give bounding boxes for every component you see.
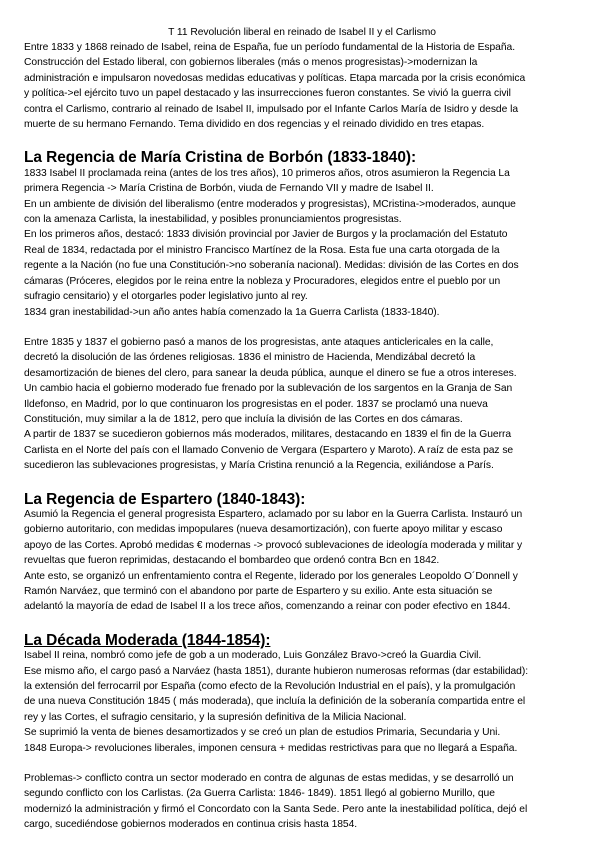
text-line: desamortización de bienes del clero, para sanear la deuda pública, aunque el dinero se fue a otros intereses. <box>24 367 517 379</box>
text-line: Problemas-> conflicto contra un sector moderado en contra de algunas de estas medidas, y se desarrolló un <box>24 773 514 785</box>
text-line: Isabel II reina, nombró como jefe de gob a un moderado, Luis González Bravo->creó la Guardia Civil. <box>24 650 482 662</box>
section-paragraph <box>24 335 580 474</box>
text-line: contra el Carlismo, contrario al reinado de Isabel II, impulsado por el Infante Carlos María de Isidro y desde la <box>24 103 519 115</box>
text-line: con la amenaza Carlista, la inestabilidad, y posibles pronunciamientos progresistas. <box>24 214 402 226</box>
text-line: Construcción del Estado liberal, con gobiernos liberales (más o menos progresistas)->modernizan la <box>24 57 478 69</box>
intro-paragraph <box>24 40 580 132</box>
text-line: de una nueva Constitución 1845 ( más moderada), que incluía la definición de la soberanía compartida entre el <box>24 696 526 708</box>
section-paragraph <box>24 648 580 756</box>
text-line: Entre 1835 y 1837 el gobierno pasó a manos de los progresistas, ante ataques anticlericales en la calle, <box>24 336 494 348</box>
text-line: Ese mismo año, el cargo pasó a Narváez (hasta 1851), durante hubieron numerosas reformas (dar estabilidad): <box>24 665 529 677</box>
text-line: adelantó la mayoría de edad de Isabel II a los trece años, comenzando a reinar con poder efectivo en 1844. <box>24 601 511 613</box>
section-paragraph <box>24 771 580 833</box>
text-line: A partir de 1837 se sucedieron gobiernos más moderados, militares, destacando en 1839 el fin de la Guerra <box>24 429 512 441</box>
text-line: administración e impulsaron novedosas medidas educativas y políticas. Etapa marcada por la crisis económica <box>24 72 526 84</box>
section-heading-espartero: La Regencia de Espartero (1840-1843): <box>24 490 306 508</box>
text-line: Carlista en el Norte del país con el llamado Convenio de Vergara (Espartero y Maroto). A raíz de esta paz se <box>24 444 514 456</box>
text-line: En un ambiente de división del liberalismo (entre moderados y progresistas), MCristina->moderados, aunque <box>24 198 516 210</box>
text-line: segundo conflicto con los Carlistas. (2a Guerra Carlista: 1846- 1849). 1851 llegó al gobierno Murillo, que <box>24 788 495 800</box>
section-heading-maria-cristina: La Regencia de María Cristina de Borbón (1833-1840): <box>24 149 417 167</box>
text-line: 1834 gran inestabilidad->un año antes había comenzado la 1a Guerra Carlista (1833-1840). <box>24 306 440 318</box>
spacer <box>24 132 580 150</box>
spacer <box>24 474 580 492</box>
text-line: regente a la Nación (no fue una Constitución->no soberanía nacional). Medidas: división de las Cortes en dos <box>24 260 519 272</box>
text-line: sucedieron las sublevaciones progresistas, y María Cristina renunció a la Regencia, exiliándose a París. <box>24 460 494 472</box>
text-line: Real de 1834, redactada por el ministro Francisco Martínez de la Rosa. Esta fue una carta otorgada de la <box>24 244 500 256</box>
text-line: Ildefonso, en Madrid, por lo que continuaron los progresistas en el poder. 1837 se proclamó una nueva <box>24 398 488 410</box>
text-line: modernizó la administración y firmó el Concordato con la Santa Sede. Pero ante la inestabilidad política, dejó el <box>24 803 528 815</box>
text-line: rey y las Cortes, el sufragio censitario, y la supresión definitiva de la Milicia Nacional. <box>24 711 407 723</box>
section-paragraph <box>24 166 580 320</box>
text-line: Entre 1833 y 1868 reinado de Isabel, reina de España, fue un período fundamental de la Historia de España. <box>24 42 516 53</box>
text-line: sufragio censitario) y el otorgarles poder legislativo junto al rey. <box>24 291 308 303</box>
text-line: muerte de su hermano Fernando. Tema dividido en dos regencias y el reinado dividido en tres etapas. <box>24 119 485 131</box>
text-line: cargo, sucediéndose gobiernos moderados en continua crisis hasta 1854. <box>24 819 358 831</box>
text-line: Un cambio hacia el gobierno moderado fue frenado por la sublevación de los sargentos en la Granja de San <box>24 383 513 395</box>
text-line: Se suprimió la venta de bienes desamortizados y se creó un plan de estudios Primaria, Secundaria y Uni. <box>24 727 501 739</box>
text-line: Asumió la Regencia el general progresista Espartero, aclamado por su labor en la Guerra Carlista. Instauró un <box>24 508 523 520</box>
text-line: 1848 Europa-> revoluciones liberales, imponen censura + medidas restrictivas para que no llegará a España. <box>24 742 518 754</box>
text-line: Ante esto, se organizó un enfrentamiento contra el Regente, liderado por los generales Leopoldo O´Donnell y <box>24 570 518 582</box>
text-line: En los primeros años, destacó: 1833 división provincial por Javier de Burgos y la proclamación del Estatuto <box>24 229 508 241</box>
spacer <box>24 756 580 771</box>
text-line: gobierno autoritario, con medidas impopulares (nueva desamortización), con fuerte apoyo militar y escaso <box>24 524 503 536</box>
text-line: Constitución, muy similar a la de 1812, pero que incluía la división de las Cortes en dos cámaras. <box>24 413 463 425</box>
section-paragraph <box>24 507 580 615</box>
spacer <box>24 615 580 633</box>
text-line: y política->el ejército tuvo un papel destacado y las insurrecciones fueron constantes. Se vivió la guerra civil <box>24 88 511 100</box>
section-heading-decada-moderada: La Década Moderada (1844-1854): <box>24 631 271 649</box>
text-line: Ramón Narváez, que terminó con el abandono por parte de Espartero y su exilio. Ante esta situación se <box>24 586 493 597</box>
text-line: apoyo de las Cortes. Aprobó medidas € modernas -> provocó sublevaciones de ideología moderada y militar y <box>24 539 523 551</box>
spacer <box>24 320 580 335</box>
text-line: revueltas que fueron reprimidas, destacando el bombardeo que ordenó contra Bcn en 1842. <box>24 555 440 567</box>
text-line: la extensión del ferrocarril por España (como efecto de la Revolución Industrial en el país), y la promulgación <box>24 681 516 693</box>
text-line: cámaras (Próceres, elegidos por le reina entre la nobleza y Procuradores, elegidos entre el pueblo por un <box>24 275 501 287</box>
text-line: primera Regencia -> María Cristina de Borbón, viuda de Fernando VII y madre de Isabel II. <box>24 183 434 195</box>
text-line: decretó la disolución de las órdenes religiosas. 1836 el ministro de Hacienda, Mendizábal decretó la <box>24 352 476 364</box>
text-line: 1833 Isabel II proclamada reina (antes de los tres años), 10 primeros años, otros asumieron la Regencia La <box>24 167 510 179</box>
document-title: T 11 Revolución liberal en reinado de Isabel II y el Carlismo <box>168 27 436 38</box>
document-page <box>24 26 580 833</box>
